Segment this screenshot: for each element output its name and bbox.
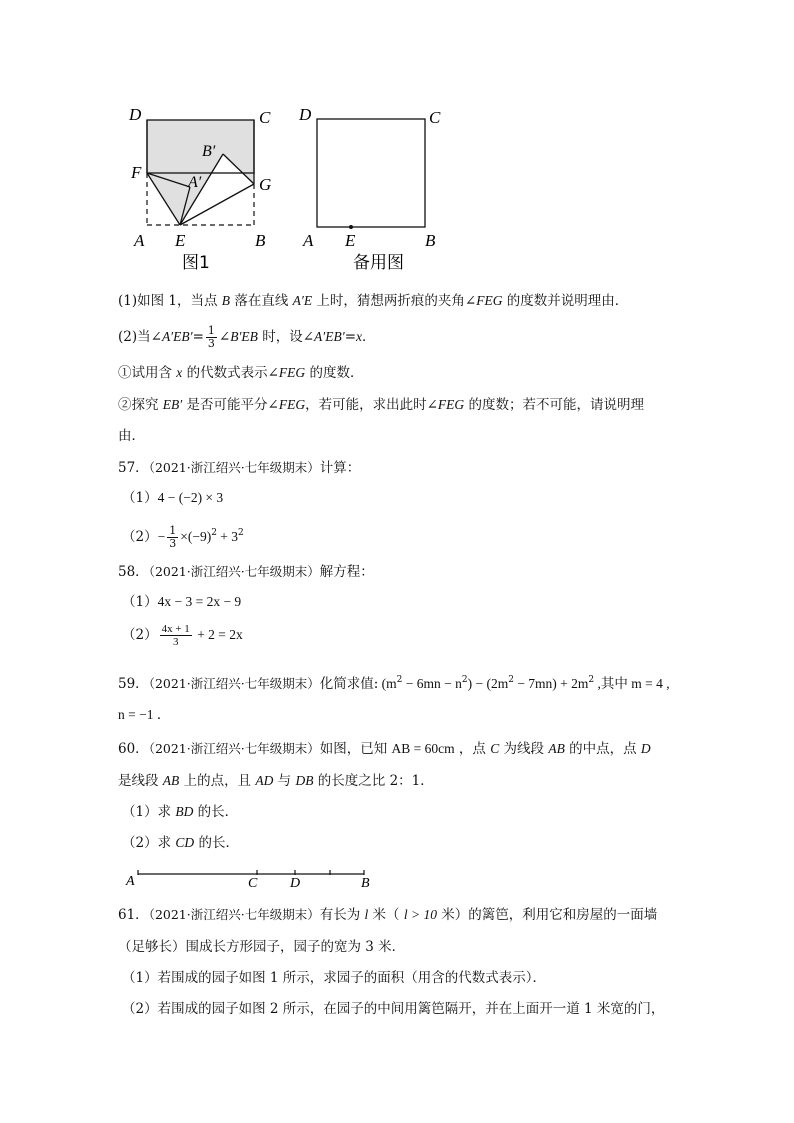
label-c: C [259, 108, 271, 127]
fraction-one-third: $\frac{1}{3}$ [169, 524, 177, 550]
q60-part2: （2）求 CD 的长． [122, 835, 239, 851]
label-e: E [175, 231, 186, 250]
q59-line1: 59．（2021·浙江绍兴·七年级期末）化简求值: $(m^2 - 6mn - n^2) - (2m^2 - 7mn) + 2m^2$ ,其中 m = 4 , [118, 675, 670, 692]
q61-part2: （2）若围成的园子如图 2 所示，在园子的中间用篱笆隔开，并在上面开一道 1 米宽的门， [122, 1001, 665, 1017]
label-b: B [425, 231, 436, 250]
q57-part2: （2）− $\frac{1}{3}$ $\times(-9)^2 + 3^2$ [122, 524, 244, 550]
label-f: F [131, 163, 142, 182]
point-e [349, 225, 353, 229]
q61-part1: （1）若围成的园子如图 1 所示，求园子的面积（用含的代数式表示）． [122, 970, 547, 986]
figure-1-folding-diagram [120, 100, 290, 275]
fraction-one-third: $\frac{1}{3}$ [207, 324, 215, 350]
q56-sub1: ①试用含 x 的代数式表示∠FEG 的度数． [118, 365, 364, 381]
figure-caption: 备用图 [353, 253, 404, 273]
segment-ab-diagram [120, 862, 390, 894]
q58-part2: （2） $\frac{4x + 1}{3}$ + 2 = 2x [122, 623, 243, 648]
label-d: D [290, 876, 301, 891]
figure-2-spare-diagram [290, 100, 455, 275]
q56-sub2-line1: ②探究 EB′ 是否可能平分∠FEG，若可能，求出此时∠FEG 的度数；若不可能，请说明理 [118, 397, 644, 413]
q57-part1: （1）4 − (−2) × 3 [122, 490, 224, 506]
q60-line2: 是线段 AB 上的点，且 AD 与 DB 的长度之比 2：1． [118, 773, 434, 789]
label-c: C [248, 876, 258, 891]
square-abcd [317, 119, 425, 227]
q60-line1: 60．（2021·浙江绍兴·七年级期末）如图，已知 AB = 60cm ，点 C 为线段 AB 的中点，点 D [118, 741, 651, 757]
q61-line2: （足够长）围成长方形园子，园子的宽为 3 米． [118, 939, 406, 955]
label-a-prime: A′ [188, 174, 202, 191]
q58-part1: （1）4x − 3 = 2x − 9 [122, 594, 242, 610]
label-d: D [129, 105, 142, 124]
label-a: A [134, 231, 145, 250]
label-b: B [361, 876, 370, 891]
q61-line1: 61．（2021·浙江绍兴·七年级期末）有长为 l 米（ l > 10 米）的篱笆，利用它和房屋的一面墙 [118, 907, 658, 923]
q59-line2: n = −1 ． [118, 707, 171, 722]
fraction-4x-plus-1-over-3: $\frac{4x + 1}{3}$ [161, 623, 190, 648]
q60-part1: （1）求 BD 的长． [122, 804, 239, 820]
label-a: A [303, 231, 314, 250]
label-e: E [345, 231, 356, 250]
figure-caption: 图1 [182, 253, 210, 273]
label-a: A [126, 874, 135, 889]
q56-sub2-line2: 由． [118, 428, 145, 444]
label-d: D [299, 105, 312, 124]
q57-header: 57．（2021·浙江绍兴·七年级期末）计算： [118, 460, 361, 476]
label-g: G [259, 175, 272, 194]
q58-header: 58．（2021·浙江绍兴·七年级期末）解方程： [118, 564, 374, 580]
q56-part2: (2)当∠A′EB′= $\frac{1}{3}$ ∠B′EB 时，设∠A′EB′=x． [118, 324, 376, 350]
label-b-prime: B′ [202, 143, 216, 160]
label-b: B [255, 231, 266, 250]
label-c: C [429, 108, 441, 127]
q56-part1: (1)如图 1，当点 B 落在直线 A′E 上时，猜想两折痕的夹角∠FEG 的度数并说明理由． [118, 293, 629, 309]
